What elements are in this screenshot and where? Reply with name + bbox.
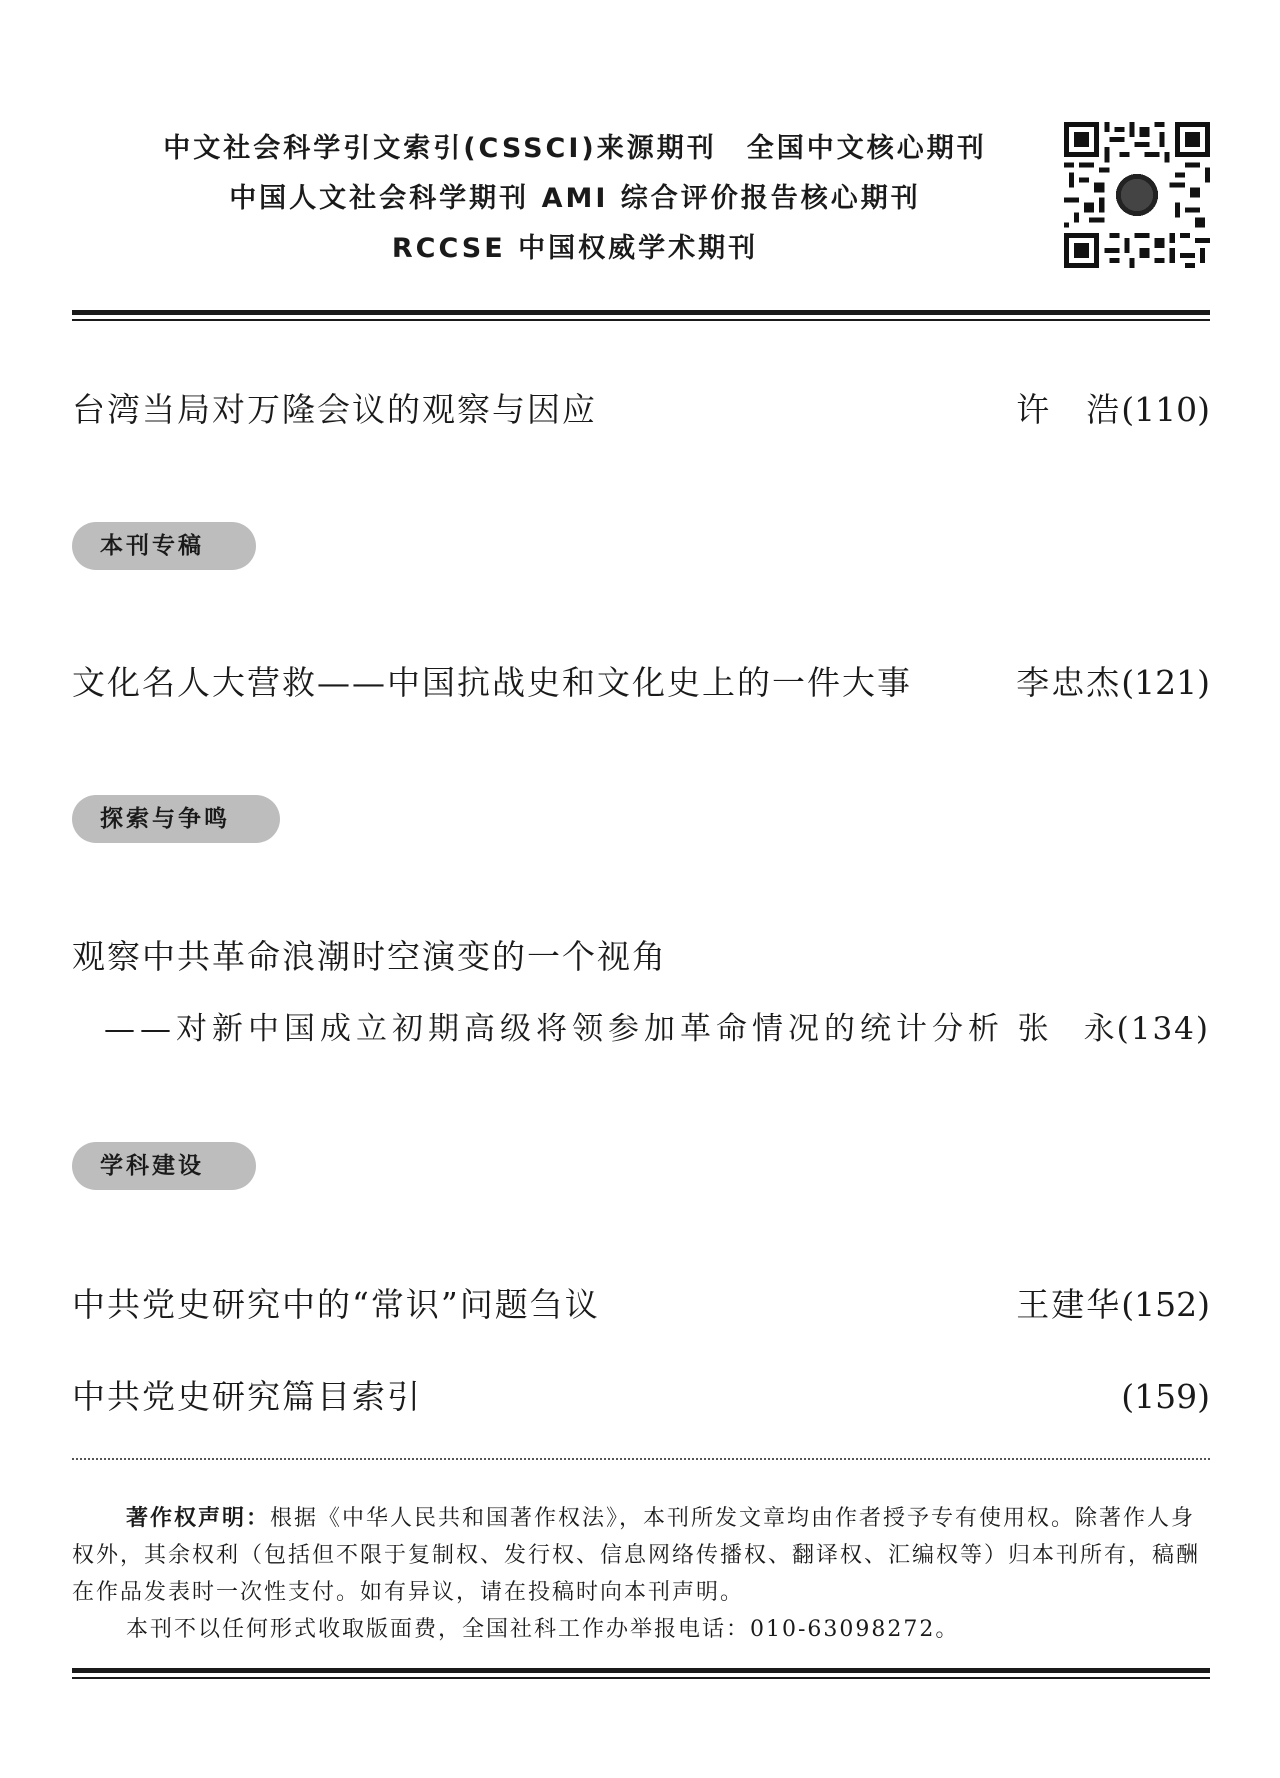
entry-page: (159) — [1121, 1377, 1210, 1416]
entry-author: 王建华 — [1016, 1285, 1122, 1324]
dotted-divider — [72, 1458, 1210, 1460]
bottom-divider — [72, 1668, 1210, 1679]
entry-author: 李忠杰 — [1016, 663, 1122, 702]
toc-entry[interactable] — [72, 1372, 1210, 1422]
header-line-1: 中文社会科学引文索引(CSSCI)来源期刊 全国中文核心期刊 — [163, 133, 987, 164]
toc-entry[interactable] — [72, 385, 1210, 435]
entry-title: 台湾当局对万隆会议的观察与因应 — [72, 390, 597, 429]
entry-author: 张 永 — [1017, 1011, 1117, 1047]
copyright-text: 根据《中华人民共和国著作权法》，本刊所发文章均由作者授予专有使用权。除著作人身权外，其余权利（包括但不限于复制权、发行权、信息网络传播权、翻译权、汇编权等）归本刊所有，稿酬在作品发表时一次性支付。如有异议，请在投稿时向本刊声明。 — [72, 1506, 1201, 1605]
copyright-notice — [72, 1500, 1210, 1648]
entry-page: (121) — [1121, 663, 1210, 702]
toc-entry-subtitle[interactable] — [104, 1004, 1210, 1054]
entry-author: 许 浩 — [1016, 390, 1122, 429]
fee-notice: 本刊不以任何形式收取版面费，全国社科工作办举报电话：010-63098272。 — [126, 1617, 960, 1642]
section-tag: 学科建设 — [72, 1142, 256, 1190]
entry-title: 中共党史研究篇目索引 — [72, 1377, 422, 1416]
copyright-lead: 著作权声明： — [126, 1506, 271, 1531]
entry-title: 观察中共革命浪潮时空演变的一个视角 — [72, 937, 667, 976]
section-tag: 本刊专稿 — [72, 522, 256, 570]
header-line-2: 中国人文社会科学期刊 AMI 综合评价报告核心期刊 — [229, 183, 921, 214]
entry-page: (110) — [1121, 390, 1210, 429]
toc-entry[interactable] — [72, 658, 1210, 708]
section-tag: 探索与争鸣 — [72, 795, 280, 843]
qr-code-icon[interactable] — [1064, 122, 1210, 268]
header-line-3: RCCSE 中国权威学术期刊 — [391, 233, 759, 264]
entry-page: (152) — [1121, 1285, 1210, 1324]
toc-entry[interactable] — [72, 1280, 1210, 1330]
entry-page: (134) — [1116, 1011, 1210, 1047]
entry-title: 中共党史研究中的“常识”问题刍议 — [72, 1285, 600, 1324]
entry-title: 文化名人大营救——中国抗战史和文化史上的一件大事 — [72, 663, 912, 702]
entry-subtitle: ——对新中国成立初期高级将领参加革命情况的统计分析 — [104, 1011, 1004, 1047]
toc-entry[interactable] — [72, 932, 1210, 982]
top-divider — [72, 310, 1210, 321]
